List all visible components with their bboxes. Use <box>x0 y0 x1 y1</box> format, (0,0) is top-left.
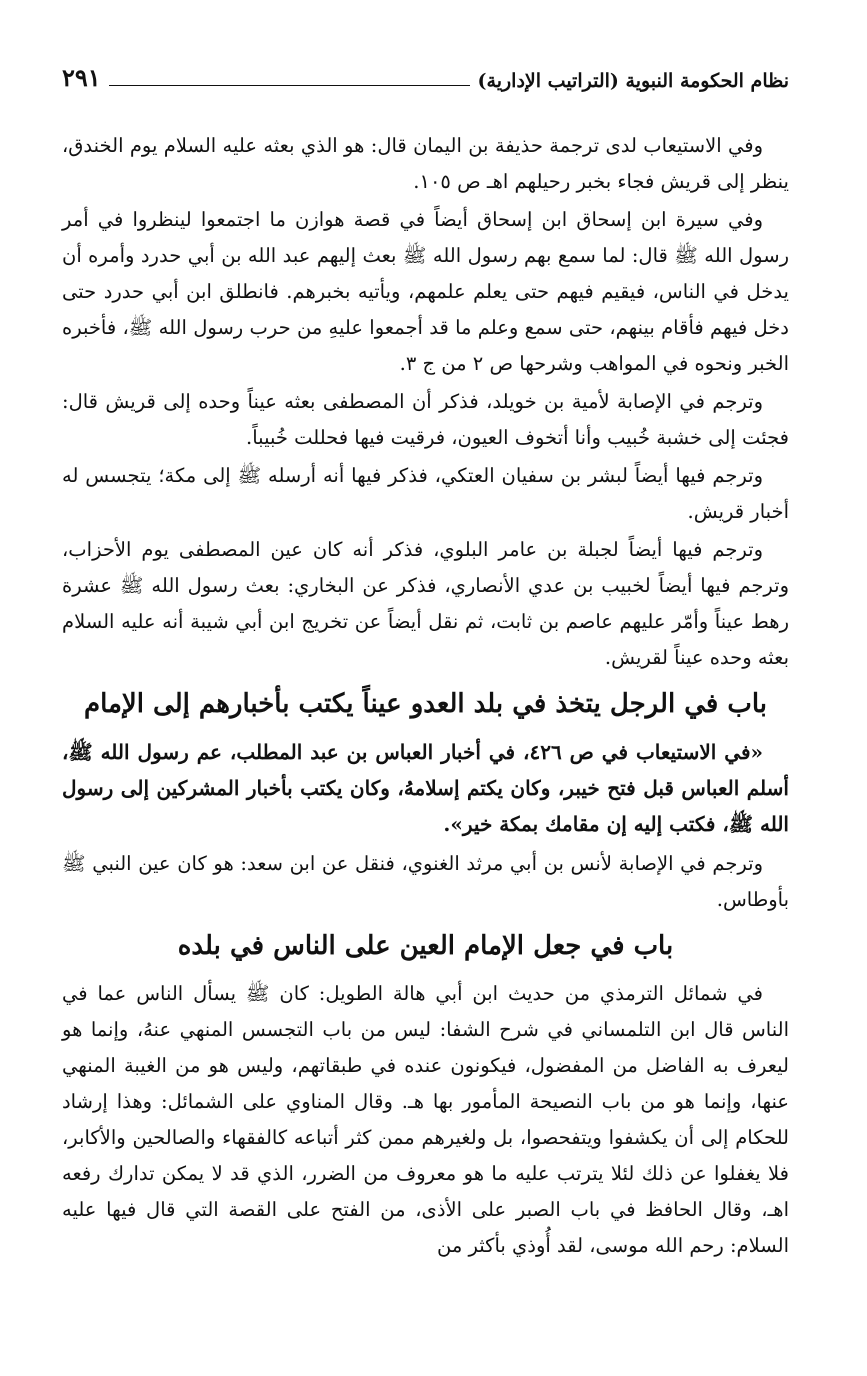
paragraph-2: وفي سيرة ابن إسحاق ابن إسحاق أيضاً في قصة هوازن ما اجتمعوا لينظروا في أمر رسول الله ﷺ قال: لما سمع بهم رسول الله ﷺ بعث إليهم عبد الله بن أبي حدرد وأمره أن يدخل في الناس، فيقيم فيهم حتى يعلم علمهم، ويأتيه بخبرهم. فانطلق ابن أبي حدرد حتى دخل فيهم فأقام بينهم، حتى سمع وعلم ما قد أجمعوا عليهِ من حرب رسول الله ﷺ، فأخبره الخبر ونحوه في المواهب وشرحها ص ٢ من ج ٣. <box>62 208 789 375</box>
chapter-heading-2: باب في جعل الإمام العين على الناس في بلده <box>177 931 674 961</box>
page-header <box>62 58 789 92</box>
paragraph-1: وفي الاستيعاب لدى ترجمة حذيفة بن اليمان قال: هو الذي بعثه عليه السلام يوم الخندق، ينظر إلى قريش فجاء بخبر رحيلهم اهـ ص ١٠٥. <box>62 134 789 193</box>
running-title: نظام الحكومة النبوية (التراتيب الإدارية) <box>477 70 789 92</box>
paragraph-7: في شمائل الترمذي من حديث ابن أبي هالة الطويل: كان ﷺ يسأل الناس عما في الناس قال ابن التلمساني في شرح الشفا: ليس من باب التجسس المنهي عنهُ، وإنما هو ليعرف به الفاضل من المفضول، فيكونون عنده في طبقاتهم، وليس هو من الغيبة المنهي عنها، وإنما هو من باب النصيحة المأمور بها هـ. وقال المناوي على الشمائل: وهذا إرشاد للحكام إلى أن يكشفوا ويتفحصوا، بل ولغيرهم ممن كثر أتباعه كالفقهاء والصالحين والأكابر، فلا يغفلوا عن ذلك لئلا يترتب عليه ما هو معروف من الضرر، الذي قد لا يمكن تدارك رفعه اهـ، وقال الحافظ في باب الصبر على الأذى، من الفتح على القصة التي قال فيها عليه السلام: رحم الله موسى، لقد أُوذي بأكثر من <box>62 982 789 1257</box>
paragraph-3: وترجم في الإصابة لأمية بن خويلد، فذكر أن المصطفى بعثه عيناً وحده إلى قريش قال: فجئت إلى خشبة خُبيب وأنا أتخوف العيون، فرقيت فيها فحللت خُبيباً. <box>62 390 789 449</box>
page-body <box>62 128 789 1266</box>
page-number: ٢٩١ <box>62 63 101 92</box>
header-rule <box>109 85 470 86</box>
paragraph-5: وترجم فيها أيضاً لجبلة بن عامر البلوي، فذكر أنه كان عين المصطفى يوم الأحزاب، وترجم فيها أيضاً لخبيب بن عدي الأنصاري، فذكر عن البخاري: بعث رسول الله ﷺ عشرة رهط عيناً وأمّر عليهم عاصم بن ثابت، ثم نقل أيضاً عن تخريج ابن أبي شيبة أنه عليه السلام بعثه وحده عيناً لقريش. <box>62 538 789 669</box>
paragraph-4: وترجم فيها أيضاً لبشر بن سفيان العتكي، فذكر فيها أنه أرسله ﷺ إلى مكة؛ يتجسس له أخبار قريش. <box>62 464 789 523</box>
chapter-heading-1: باب في الرجل يتخذ في بلد العدو عيناً يكتب بأخبارهم إلى الإمام <box>83 689 768 719</box>
paragraph-6: وترجم في الإصابة لأنس بن أبي مرثد الغنوي، فنقل عن ابن سعد: هو كان عين النبي ﷺ بأوطاس. <box>62 852 789 911</box>
bold-quote: «في الاستيعاب في ص ٤٢٦، في أخبار العباس بن عبد المطلب، عم رسول الله ﷺ، أسلم العباس قبل فتح خيبر، وكان يكتم إسلامهُ، وكان يكتب بأخبار المشركين إلى رسول الله ﷺ، فكتب إليه إن مقامك بمكة خير». <box>62 740 789 836</box>
